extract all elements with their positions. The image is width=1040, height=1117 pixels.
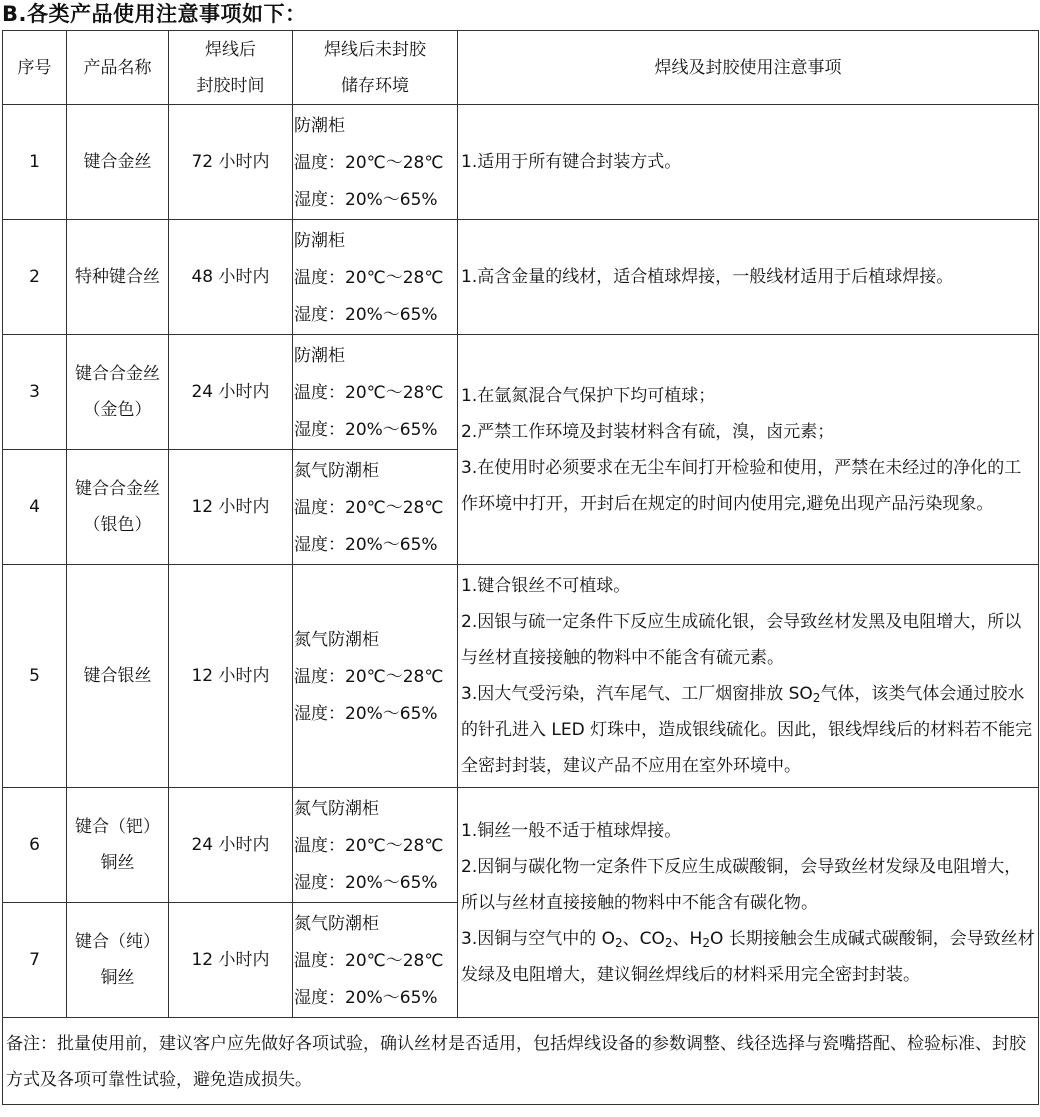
subscript: 2 — [812, 691, 821, 705]
table-row — [3, 565, 1039, 788]
row-storage-env — [293, 450, 458, 565]
row-seq: 7 — [3, 903, 67, 1018]
storage-humidity: 湿度：20%～65% — [294, 987, 438, 1008]
note-item: 2.严禁工作环境及封装材料含有硫，溴，卤元素； — [461, 421, 835, 442]
storage-humidity: 湿度：20%～65% — [294, 304, 438, 325]
storage-humidity: 湿度：20%～65% — [294, 189, 438, 210]
subscript: 2 — [664, 935, 673, 950]
note-item: 2.因铜与碳化物一定条件下反应生成碳酸铜，会导致丝材发绿及电阻增大，所以与丝材直接接触的物料中不能含有碳化物。 — [461, 856, 1022, 913]
remark-text: 备注：批量使用前，建议客户应先做好各项试验，确认丝材是否适用，包括焊线设备的参数调整、线径选择与瓷嘴搭配、检验标准、封胶方式及各项可靠性试验，避免造成损失。 — [3, 1018, 1039, 1105]
header-storage-env-line-2: 储存环境 — [341, 75, 409, 96]
subscript: 2 — [702, 935, 710, 950]
row-product-name — [67, 105, 169, 220]
row-product-name-line: 键合银丝 — [83, 666, 152, 686]
row-notes — [458, 220, 1039, 335]
note-item — [461, 921, 1036, 993]
storage-type: 氮气防潮柜 — [294, 629, 379, 650]
note-item: 1.键合银丝不可植球。 — [461, 576, 631, 596]
row-sealing-time: 48 小时内 — [169, 220, 293, 335]
note-item: 1.在氩氮混合气保护下均可植球； — [461, 385, 716, 406]
note-text: 气体，该类气体会通过胶水的针孔进入 LED 灯珠中，造成银线硫化。因此，银线焊线后的材料若不能完全密封封装，建议产品不应用在室外环境中。 — [461, 684, 1033, 776]
note-item: 1.铜丝一般不适于植球焊接。 — [461, 820, 682, 841]
note-text: O 长期接触会生成碱式碳酸铜，会导致丝材发绿及电阻增大，建议铜丝焊线后的材料采用完全密封封装。 — [461, 928, 1035, 985]
row-product-name — [67, 565, 169, 788]
storage-humidity: 湿度：20%～65% — [294, 872, 438, 893]
row-product-name-line: 键合（钯） — [75, 817, 160, 837]
row-seq: 2 — [3, 220, 67, 335]
row-notes — [458, 105, 1039, 220]
storage-temperature: 温度：20℃～28℃ — [294, 666, 444, 687]
table-row — [3, 335, 1039, 450]
note-item: 3.在使用时必须要求在无尘车间打开检验和使用，严禁在未经过的净化的工作环境中打开，开封后在规定的时间内使用完,避免出现产品污染现象。 — [461, 457, 1022, 514]
row-storage-env — [293, 788, 458, 903]
row-sealing-time: 72 小时内 — [169, 105, 293, 220]
row-storage-env — [293, 220, 458, 335]
note-text: 、H — [672, 928, 703, 949]
row-product-name-line: 键合合金丝 — [75, 479, 160, 499]
header-storage-env-line-1: 焊线后未封胶 — [324, 39, 426, 60]
storage-temperature: 温度：20℃～28℃ — [294, 382, 444, 403]
product-usage-table — [2, 30, 1039, 1105]
header-seq: 序号 — [3, 31, 67, 105]
note-text: 、CO — [622, 928, 665, 949]
header-notes: 焊线及封胶使用注意事项 — [458, 31, 1039, 105]
row-seq: 1 — [3, 105, 67, 220]
storage-temperature: 温度：20℃～28℃ — [294, 835, 444, 856]
note-text: 3.因铜与空气中的 O — [461, 928, 616, 949]
row-storage-env — [293, 565, 458, 788]
row-product-name-line: 键合合金丝 — [75, 364, 160, 384]
row-product-name — [67, 903, 169, 1018]
table-row — [3, 105, 1039, 220]
storage-temperature: 温度：20℃～28℃ — [294, 152, 444, 173]
row-product-name-line: 铜丝 — [100, 853, 135, 873]
note-item — [461, 676, 1036, 784]
storage-type: 防潮柜 — [294, 115, 345, 136]
section-heading: B.各类产品使用注意事项如下： — [2, 2, 307, 26]
row-product-name — [67, 335, 169, 450]
note-text: 3.因大气受污染，汽车尾气、工厂烟窗排放 SO — [461, 684, 813, 704]
row-seq: 4 — [3, 450, 67, 565]
storage-type: 氮气防潮柜 — [294, 460, 379, 481]
storage-humidity: 湿度：20%～65% — [294, 534, 438, 555]
note-item: 1.高含金量的线材，适合植球焊接，一般线材适用于后植球焊接。 — [461, 267, 954, 287]
header-sealing-time-line-2: 封胶时间 — [196, 75, 265, 96]
storage-type: 氮气防潮柜 — [294, 913, 379, 934]
row-sealing-time: 12 小时内 — [169, 450, 293, 565]
row-product-name — [67, 220, 169, 335]
table-header-row — [3, 31, 1039, 105]
row-product-name-line: 键合（纯） — [75, 932, 160, 952]
row-storage-env — [293, 335, 458, 450]
row-notes — [458, 788, 1039, 1018]
storage-type: 防潮柜 — [294, 230, 345, 251]
table-row — [3, 788, 1039, 903]
header-storage-env — [293, 31, 458, 105]
note-item: 2.因银与硫一定条件下反应生成硫化银，会导致丝材发黑及电阻增大，所以与丝材直接接触的物料中不能含有硫元素。 — [461, 612, 1022, 668]
header-sealing-time — [169, 31, 293, 105]
row-notes — [458, 335, 1039, 565]
row-seq: 3 — [3, 335, 67, 450]
storage-type: 防潮柜 — [294, 345, 345, 366]
row-storage-env — [293, 105, 458, 220]
row-product-name — [67, 450, 169, 565]
storage-type: 氮气防潮柜 — [294, 798, 379, 819]
table-row — [3, 220, 1039, 335]
row-storage-env — [293, 903, 458, 1018]
row-sealing-time: 24 小时内 — [169, 335, 293, 450]
row-notes — [458, 565, 1039, 788]
remark-row — [3, 1018, 1039, 1105]
row-sealing-time: 24 小时内 — [169, 788, 293, 903]
row-seq: 5 — [3, 565, 67, 788]
row-product-name-line: 特种键合丝 — [75, 267, 160, 287]
row-seq: 6 — [3, 788, 67, 903]
storage-humidity: 湿度：20%～65% — [294, 419, 438, 440]
storage-temperature: 温度：20℃～28℃ — [294, 950, 444, 971]
row-product-name-line: 铜丝 — [100, 968, 135, 988]
row-sealing-time: 12 小时内 — [169, 903, 293, 1018]
subscript: 2 — [615, 935, 623, 950]
row-sealing-time: 12 小时内 — [169, 565, 293, 788]
note-item: 1.适用于所有键合封装方式。 — [461, 152, 682, 172]
row-product-name-line: 键合金丝 — [83, 152, 152, 172]
storage-humidity: 湿度：20%～65% — [294, 703, 438, 724]
storage-temperature: 温度：20℃～28℃ — [294, 267, 444, 288]
row-product-name — [67, 788, 169, 903]
header-product-name: 产品名称 — [67, 31, 169, 105]
row-product-name-line: （银色） — [83, 515, 152, 535]
row-product-name-line: （金色） — [83, 400, 152, 420]
header-sealing-time-line-1: 焊线后 — [205, 39, 256, 60]
storage-temperature: 温度：20℃～28℃ — [294, 497, 444, 518]
